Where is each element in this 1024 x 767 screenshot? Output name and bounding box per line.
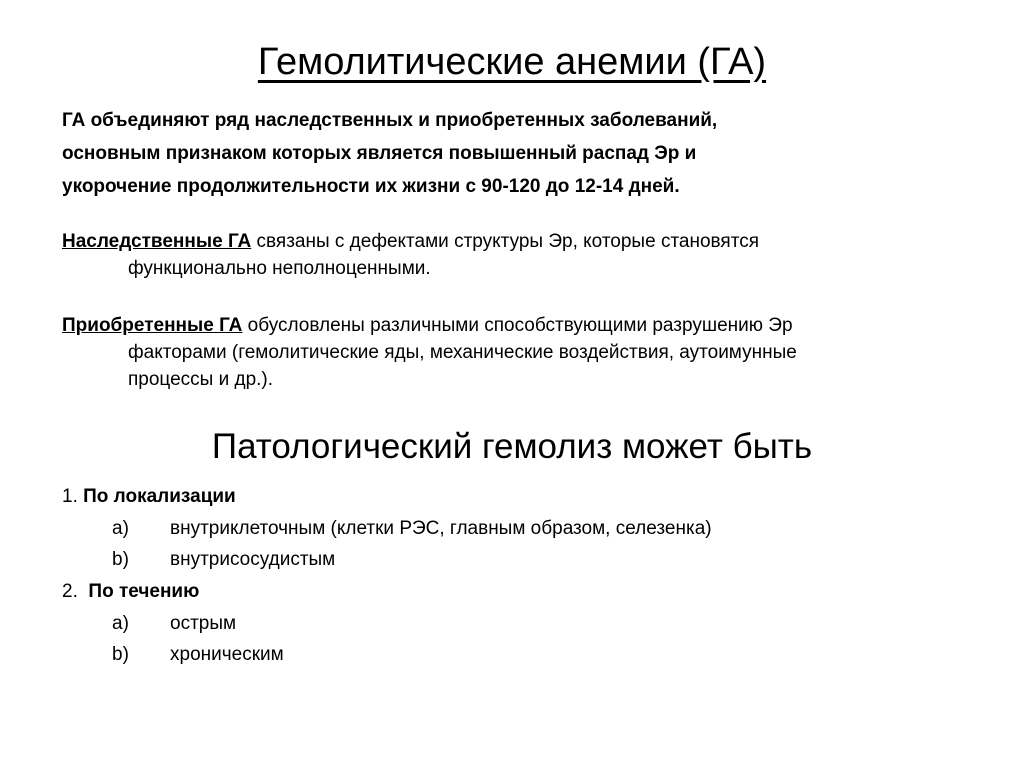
acquired-paragraph	[62, 312, 962, 393]
list-item	[62, 608, 962, 639]
intro-line: ГА объединяют ряд наследственных и приобретенных заболеваний,	[62, 110, 718, 131]
intro-line: основным признаком которых является повышенный распад Эр и	[62, 143, 697, 164]
group-label: По течению	[77, 581, 200, 602]
list-item	[62, 544, 962, 575]
intro-paragraph	[62, 104, 962, 203]
item-marker: a)	[112, 518, 129, 539]
list-item	[62, 513, 962, 544]
hereditary-continuation: функционально неполноценными.	[128, 258, 431, 279]
hereditary-paragraph	[62, 228, 962, 282]
acquired-continuation: факторами (гемолитические яды, механические воздействия, аутоимунные	[128, 342, 797, 363]
acquired-term: Приобретенные ГА	[62, 315, 243, 336]
section-heading: Патологический гемолиз может быть	[211, 427, 813, 466]
group-heading-localization	[62, 480, 962, 513]
intro-line: укорочение продолжительности их жизни с 90-120 до 12-14 дней.	[62, 176, 680, 197]
list-item	[62, 639, 962, 670]
item-marker: a)	[112, 613, 129, 634]
item-text: острым	[170, 613, 237, 634]
hereditary-term: Наследственные ГА	[62, 231, 252, 252]
item-marker: b)	[112, 549, 129, 570]
slide-title: Гемолитические анемии (ГА)	[257, 41, 767, 83]
item-text: внутриклеточным (клетки РЭС, главным образом, селезенка)	[170, 518, 712, 539]
group-heading-course	[62, 575, 962, 608]
item-text: внутрисосудистым	[170, 549, 336, 570]
acquired-continuation: процессы и др.).	[128, 369, 274, 390]
item-text: хроническим	[170, 644, 284, 665]
item-marker: b)	[112, 644, 129, 665]
group-number: 2.	[62, 581, 78, 602]
hereditary-text: связаны с дефектами структуры Эр, которые становятся	[251, 231, 759, 252]
hemolysis-classification-list	[62, 480, 962, 670]
group-number: 1.	[62, 486, 78, 507]
acquired-text: обусловлены различными способствующими разрушению Эр	[242, 315, 793, 336]
group-label: По локализации	[77, 486, 236, 507]
